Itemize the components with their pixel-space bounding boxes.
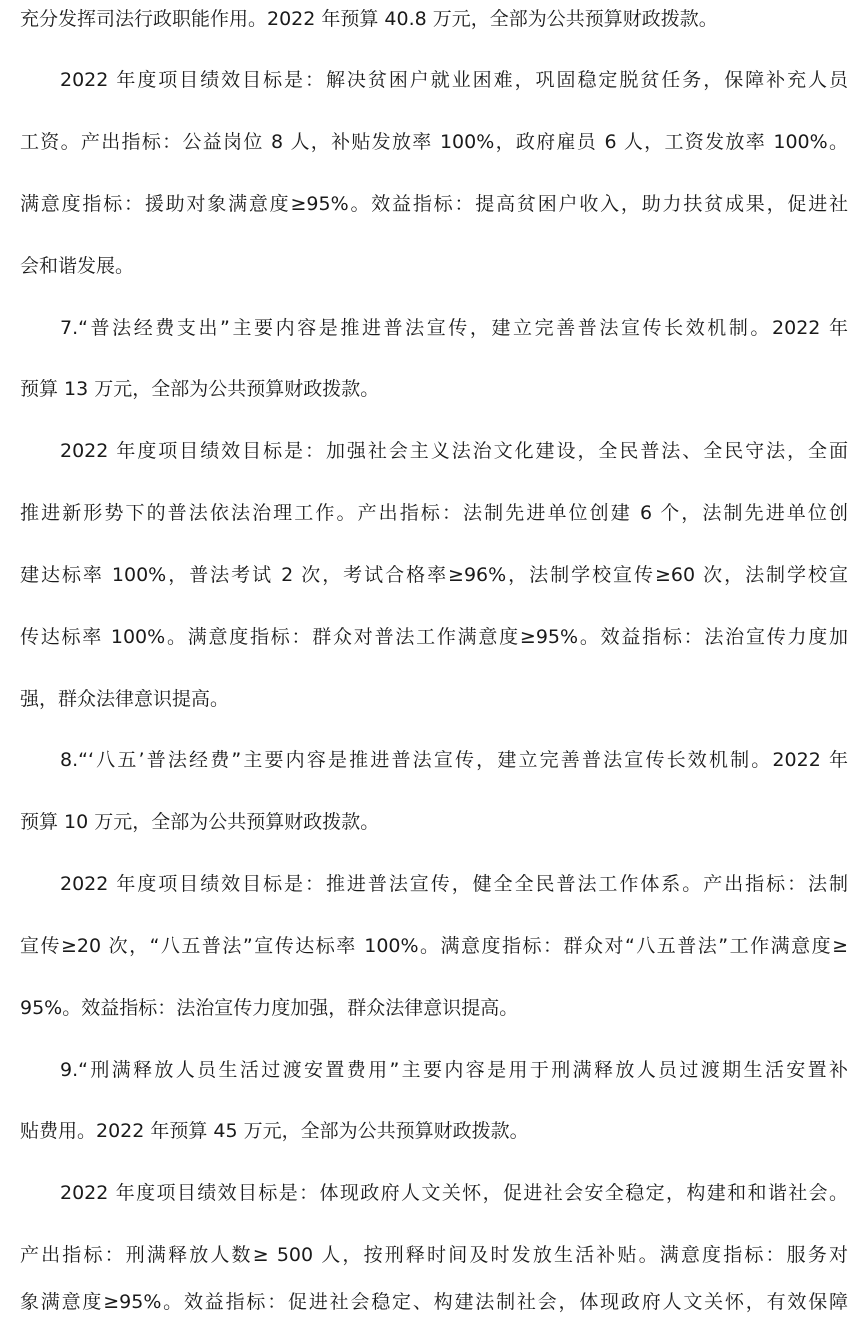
text-line: 8.“‘八五’普法经费”主要内容是推进普法宣传，建立完善普法宣传长效机制。2022 年 xyxy=(60,749,848,771)
text-line: 象满意度≥95%。效益指标：促进社会稳定、构建法制社会，体现政府人文关怀，有效保障 xyxy=(20,1291,848,1313)
text-line: 会和谐发展。 xyxy=(20,255,135,277)
text-line: 工资。产出指标：公益岗位 8 人，补贴发放率 100%，政府雇员 6 人，工资发放率 100%。 xyxy=(20,131,848,153)
text-line: 预算 10 万元，全部为公共预算财政拨款。 xyxy=(20,811,380,833)
text-line: 2022 年度项目绩效目标是：推进普法宣传，健全全民普法工作体系。产出指标：法制 xyxy=(60,873,848,895)
text-line: 推进新形势下的普法依法治理工作。产出指标：法制先进单位创建 6 个，法制先进单位创 xyxy=(20,502,848,524)
text-line: 产出指标：刑满释放人数≥ 500 人，按刑释时间及时发放生活补贴。满意度指标：服务对 xyxy=(20,1244,848,1266)
text-line: 预算 13 万元，全部为公共预算财政拨款。 xyxy=(20,378,380,400)
text-line: 95%。效益指标：法治宣传力度加强，群众法律意识提高。 xyxy=(20,997,519,1019)
text-line: 充分发挥司法行政职能作用。2022 年预算 40.8 万元，全部为公共预算财政拨款。 xyxy=(20,8,718,30)
text-line: 2022 年度项目绩效目标是：加强社会主义法治文化建设，全民普法、全民守法，全面 xyxy=(60,440,848,462)
text-line: 强，群众法律意识提高。 xyxy=(20,688,230,710)
text-line: 2022 年度项目绩效目标是：体现政府人文关怀，促进社会安全稳定，构建和和谐社会。 xyxy=(60,1182,848,1204)
text-line: 2022 年度项目绩效目标是：解决贫困户就业困难，巩固稳定脱贫任务，保障补充人员 xyxy=(60,69,848,91)
text-line: 贴费用。2022 年预算 45 万元，全部为公共预算财政拨款。 xyxy=(20,1120,529,1142)
text-line: 传达标率 100%。满意度指标：群众对普法工作满意度≥95%。效益指标：法治宣传力度加 xyxy=(20,626,848,648)
text-line: 宣传≥20 次，“八五普法”宣传达标率 100%。满意度指标：群众对“八五普法”工作满意度≥ xyxy=(20,935,848,957)
text-line: 满意度指标：援助对象满意度≥95%。效益指标：提高贫困户收入，助力扶贫成果，促进社 xyxy=(20,193,848,215)
text-line: 7.“普法经费支出”主要内容是推进普法宣传，建立完善普法宣传长效机制。2022 年 xyxy=(60,317,848,339)
text-line: 建达标率 100%，普法考试 2 次，考试合格率≥96%，法制学校宣传≥60 次，法制学校宣 xyxy=(20,564,848,586)
text-line: 9.“刑满释放人员生活过渡安置费用”主要内容是用于刑满释放人员过渡期生活安置补 xyxy=(60,1059,848,1081)
